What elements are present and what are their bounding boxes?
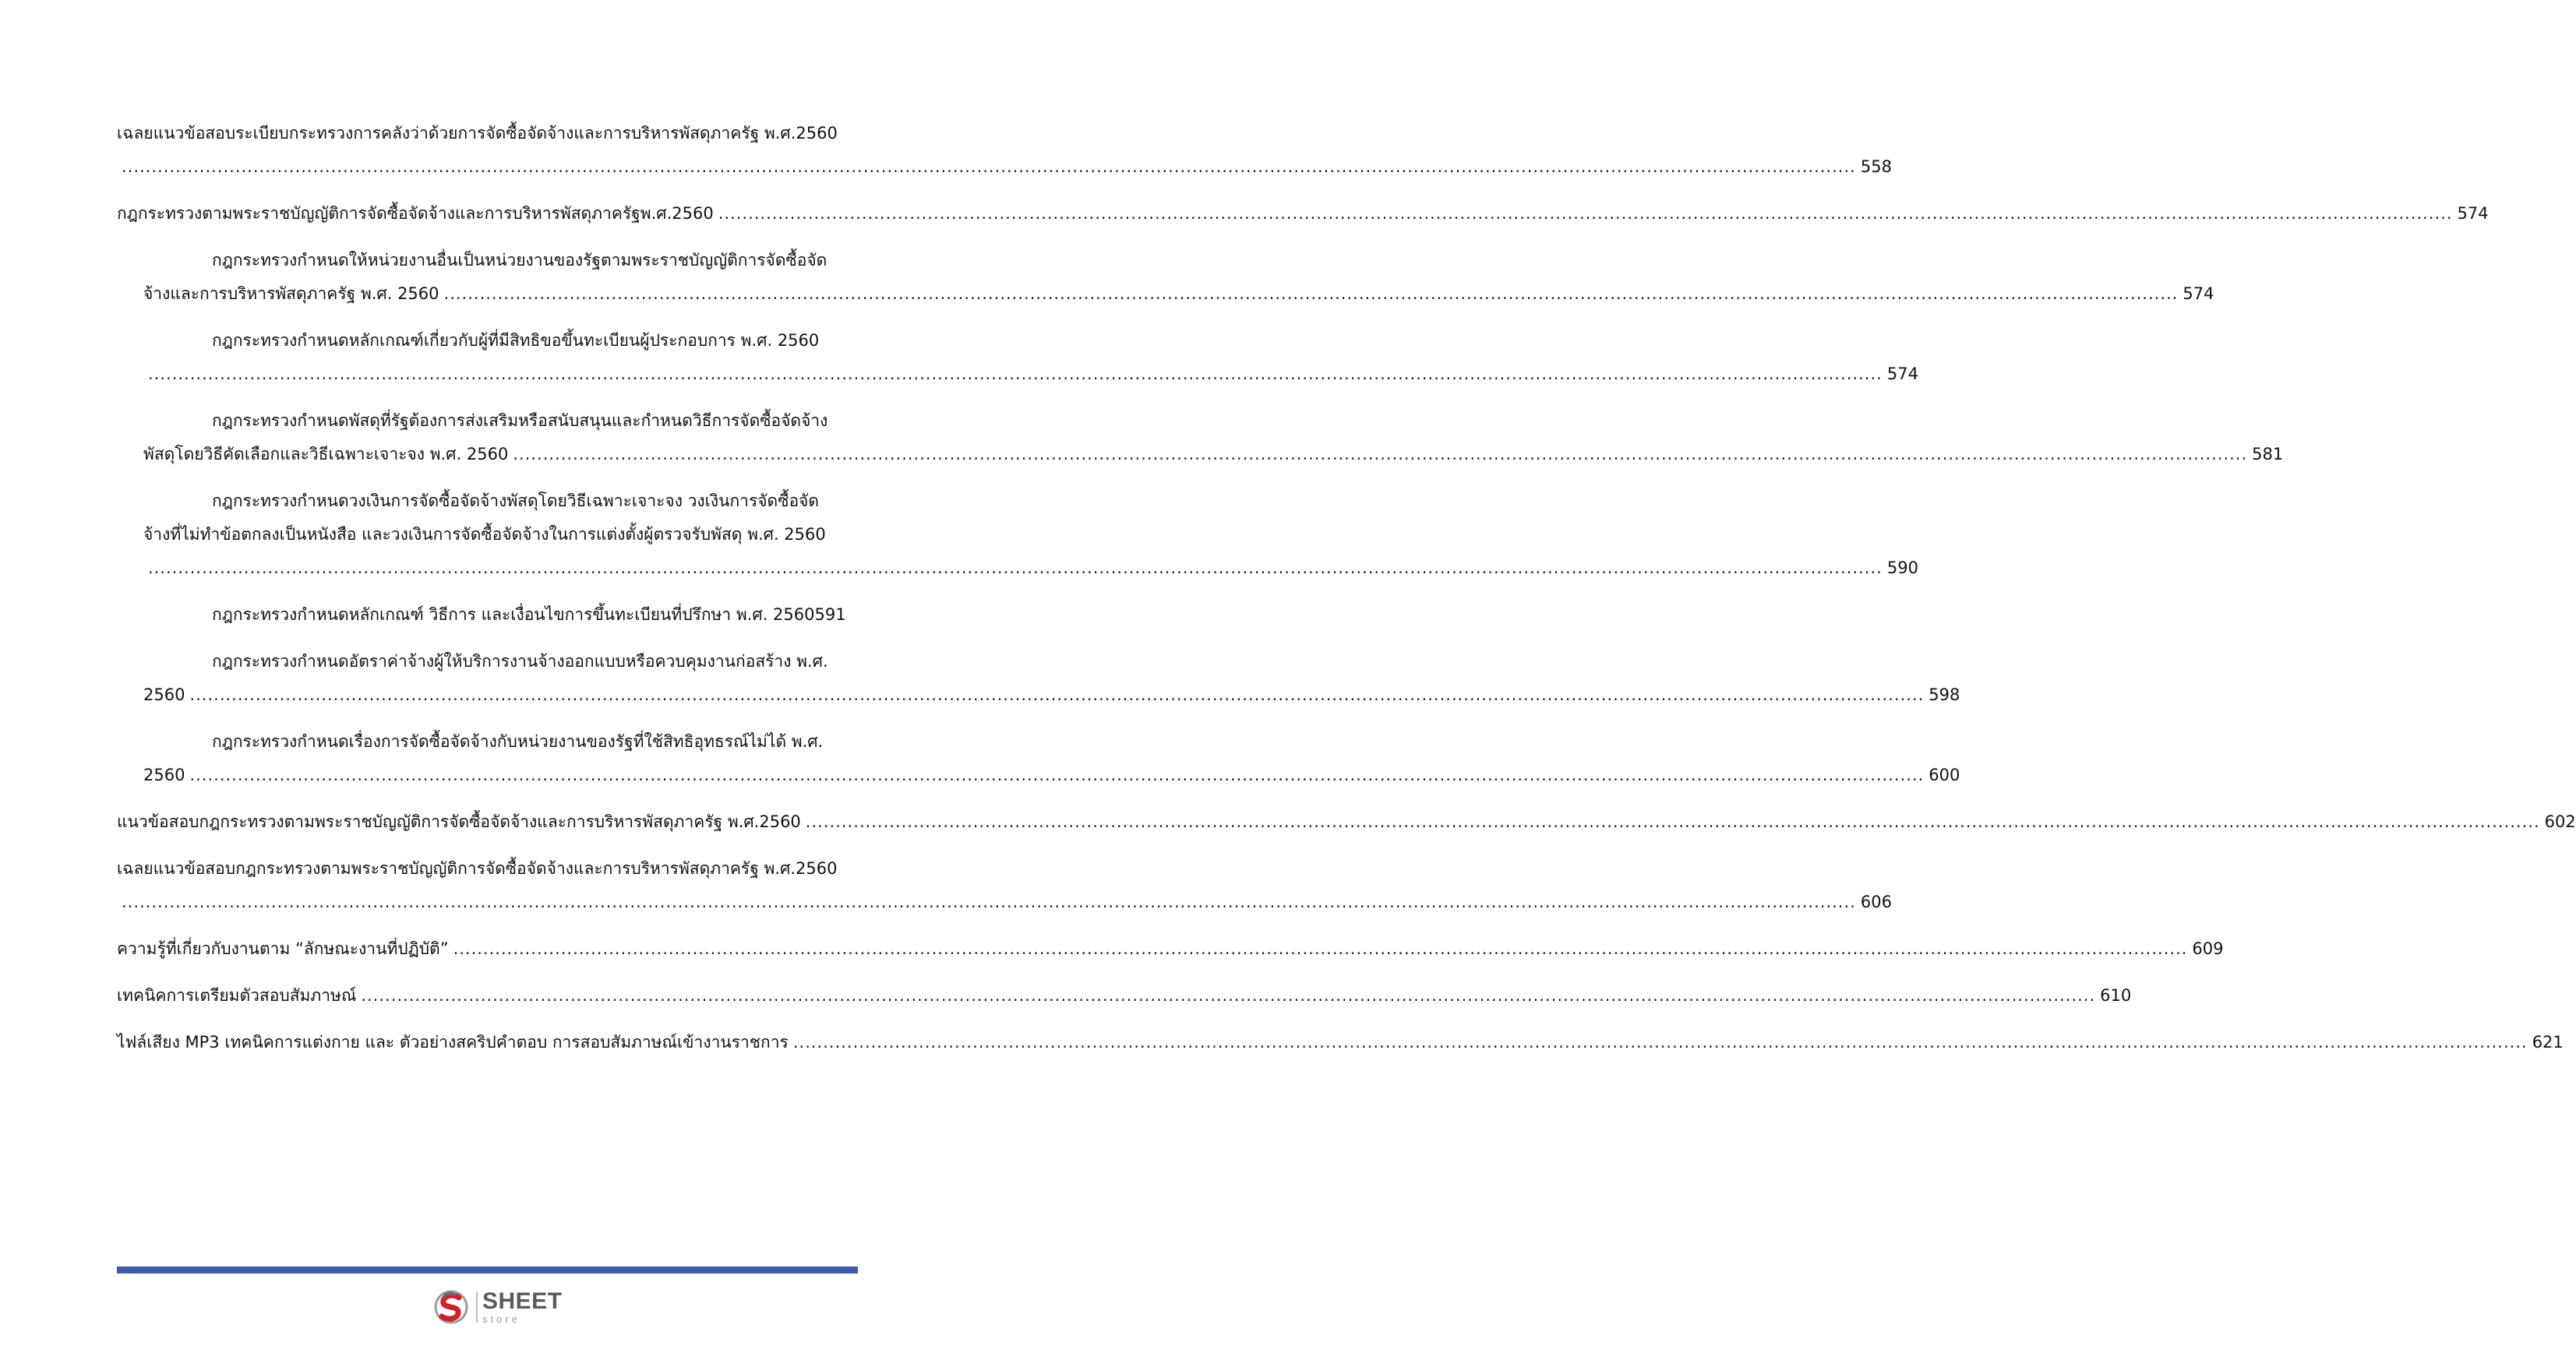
toc-entry-title-line: กฎกระทรวงกำหนดหลักเกณฑ์ วิธีการ และเงื่อนไขการขึ้นทะเบียนที่ปรึกษา พ.ศ. 2560591	[212, 605, 846, 624]
toc-page-number: 602	[2544, 812, 2576, 831]
toc-page-number: 581	[2252, 445, 2284, 463]
toc-entry-leader-line	[143, 358, 1918, 391]
toc-entry-leader-line	[143, 277, 2214, 311]
table-of-contents	[117, 117, 2576, 1073]
dot-leader	[361, 979, 2095, 1013]
toc-entry-leader-line	[117, 805, 2576, 839]
toc-entry[interactable]	[117, 484, 1918, 585]
toc-entry[interactable]	[117, 932, 2224, 966]
toc-entry[interactable]	[117, 244, 2214, 311]
toc-entry-title-line: กฎกระทรวงกำหนดให้หน่วยงานอื่นเป็นหน่วยงานของรัฐตามพระราชบัญญัติการจัดซื้อจัด	[212, 251, 827, 270]
toc-entry-title: จ้างและการบริหารพัสดุภาครัฐ พ.ศ. 2560	[143, 284, 439, 303]
dot-leader	[189, 678, 1924, 712]
toc-page-number: 600	[1928, 766, 1960, 784]
toc-entry-title: พัสดุโดยวิธีคัดเลือกและวิธีเฉพาะเจาะจง พ.ศ. 2560	[143, 445, 509, 463]
toc-entry-title-line: กฎกระทรวงกำหนดพัสดุที่รัฐต้องการส่งเสริมหรือสนับสนุนและกำหนดวิธีการจัดซื้อจัดจ้าง	[212, 411, 828, 430]
toc-entry[interactable]	[117, 324, 1918, 391]
toc-entry-leader-line	[117, 979, 2132, 1013]
toc-entry-title: ไฟล์เสียง MP3 เทคนิคการแต่งกาย และ ตัวอย่างสคริปคำตอบ การสอบสัมภาษณ์เข้างานราชการ	[117, 1033, 789, 1052]
toc-page-number: 621	[2532, 1033, 2564, 1052]
toc-page-number: 598	[1928, 685, 1960, 704]
toc-entry-leader-line	[143, 551, 1918, 585]
toc-entry-title: 2560	[143, 766, 185, 784]
toc-entry-title-line: กฎกระทรวงกำหนดอัตราค่าจ้างผู้ให้บริการงานจ้างออกแบบหรือควบคุมงานก่อสร้าง พ.ศ.	[212, 652, 828, 671]
dot-leader	[513, 438, 2247, 471]
toc-page-number: 606	[1860, 893, 1892, 911]
toc-page-number: 574	[2183, 284, 2214, 303]
toc-entry[interactable]	[117, 598, 851, 632]
dot-leader	[148, 551, 1883, 585]
toc-entry-title-line: กฎกระทรวงกำหนดวงเงินการจัดซื้อจัดจ้างพัสดุโดยวิธีเฉพาะเจาะจง วงเงินการจัดซื้อจัด	[212, 491, 819, 510]
logo-name: SHEET	[482, 1288, 563, 1314]
toc-entry-title: 2560	[143, 685, 185, 704]
toc-entry[interactable]	[117, 645, 1960, 712]
sheet-store-logo	[431, 1287, 563, 1327]
toc-entry-title-line: เฉลยแนวข้อสอบระเบียบกระทรวงการคลังว่าด้วยการจัดซื้อจัดจ้างและการบริหารพัสดุภาครัฐ พ.ศ.2560	[117, 124, 838, 143]
toc-entry-title: เทคนิคการเตรียมตัวสอบสัมภาษณ์	[117, 986, 357, 1005]
dot-leader	[444, 277, 2179, 311]
toc-entry[interactable]	[117, 805, 2576, 839]
toc-entry-title-line: กฎกระทรวงกำหนดหลักเกณฑ์เกี่ยวกับผู้ที่มีสิทธิขอขึ้นทะเบียนผู้ประกอบการ พ.ศ. 2560	[212, 331, 820, 350]
dot-leader	[806, 805, 2540, 839]
toc-entry-title-line: จ้างที่ไม่ทำข้อตกลงเป็นหนังสือ และวงเงินการจัดซื้อจัดจ้างในการแต่งตั้งผู้ตรวจรับพัสดุ พ.ศ. 2560	[143, 525, 826, 544]
dot-leader	[189, 759, 1924, 792]
sheet-store-logo-icon	[431, 1287, 471, 1327]
toc-entry-leader-line	[143, 678, 1960, 712]
toc-entry-leader-line	[143, 759, 1960, 792]
dot-leader	[122, 150, 1856, 184]
toc-entry-leader-line	[117, 932, 2224, 966]
toc-entry-title: ความรู้ที่เกี่ยวกับงานตาม “ลักษณะงานที่ปฏิบัติ”	[117, 939, 449, 958]
toc-entry[interactable]	[117, 725, 1960, 792]
logo-separator	[476, 1291, 478, 1323]
toc-page-number: 558	[1860, 157, 1892, 176]
toc-entry-leader-line	[117, 150, 1892, 184]
toc-entry[interactable]	[117, 852, 1892, 919]
dot-leader	[793, 1026, 2528, 1059]
toc-page-number: 610	[2100, 986, 2132, 1005]
toc-entry[interactable]	[117, 1026, 2564, 1059]
toc-page-number: 590	[1886, 558, 1918, 577]
dot-leader	[453, 932, 2188, 966]
toc-page-number: 574	[2457, 204, 2489, 223]
toc-entry[interactable]	[117, 117, 1892, 184]
toc-entry[interactable]	[117, 979, 2132, 1013]
toc-entry-leader-line	[143, 438, 2284, 471]
toc-entry[interactable]	[117, 404, 2284, 471]
toc-entry[interactable]	[117, 197, 2489, 231]
toc-entry-title: กฎกระทรวงตามพระราชบัญญัติการจัดซื้อจัดจ้างและการบริหารพัสดุภาครัฐพ.ศ.2560	[117, 204, 714, 223]
toc-page-number: 574	[1886, 365, 1918, 383]
dot-leader	[148, 358, 1883, 391]
toc-entry-title-line: กฎกระทรวงกำหนดเรื่องการจัดซื้อจัดจ้างกับหน่วยงานของรัฐที่ใช้สิทธิอุทธรณ์ไม่ได้ พ.ศ.	[212, 732, 824, 751]
dot-leader	[122, 886, 1856, 919]
toc-entry-leader-line	[117, 886, 1892, 919]
toc-entry-leader-line	[117, 1026, 2564, 1059]
toc-entry-title-line: เฉลยแนวข้อสอบกฎกระทรวงตามพระราชบัญญัติการจัดซื้อจัดจ้างและการบริหารพัสดุภาครัฐ พ.ศ.2560	[117, 859, 838, 878]
toc-page-number: 609	[2192, 939, 2224, 958]
toc-entry-leader-line	[117, 197, 2489, 231]
footer-rule	[117, 1267, 858, 1274]
toc-entry-title: แนวข้อสอบกฎกระทรวงตามพระราชบัญญัติการจัดซื้อจัดจ้างและการบริหารพัสดุภาครัฐ พ.ศ.2560	[117, 812, 801, 831]
logo-sub: store	[482, 1313, 520, 1325]
dot-leader	[718, 197, 2453, 231]
logo-text	[482, 1290, 563, 1324]
